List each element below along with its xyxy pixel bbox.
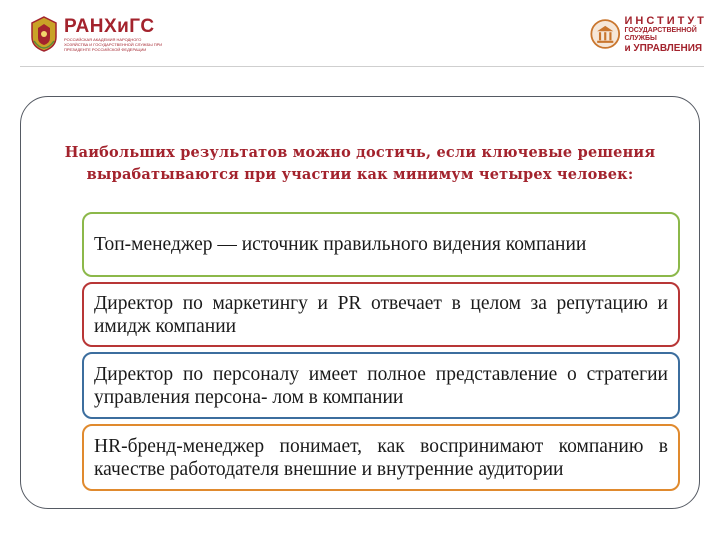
role-card-marketing-director: [82, 282, 680, 347]
header-divider: [20, 66, 704, 67]
role-card-text: Директор по маркетингу и PR отвечает в целом за репутацию и имидж компании: [94, 292, 668, 337]
slide-header: [0, 0, 720, 66]
emblem-icon: [590, 17, 620, 51]
role-card-text: Директор по персоналу имеет полное представление о стратегии управления персона- лом в компании: [94, 363, 668, 408]
ranepa-brand-text: РАНХиГС: [64, 15, 155, 37]
role-card-text: Топ-менеджер — источник правильного видения компании: [94, 234, 587, 255]
institute-subtitle-1: ГОСУДАРСТВЕННОЙ СЛУЖБЫ: [624, 26, 697, 42]
crest-icon: [28, 15, 60, 53]
slide-heading: Наибольших результатов можно достичь, если ключевые решения вырабатываются при участии как минимум четырех человек:: [64, 144, 656, 183]
role-card-text: HR-бренд-менеджер понимает, как воспринимают компанию в качестве работодателя внешние и внутренние аудитории: [94, 435, 668, 480]
role-card-hr-brand-manager: [82, 424, 680, 491]
ranepa-logo: [28, 14, 164, 54]
role-card-top-manager: [82, 212, 680, 277]
institute-title: ИНСТИТУТ: [624, 14, 707, 27]
ranepa-tagline: РОССИЙСКАЯ АКАДЕМИЯ НАРОДНОГО ХОЗЯЙСТВА И ГОСУДАРСТВЕННОЙ СЛУЖБЫ ПРИ ПРЕЗИДЕНТЕ РОССИЙСКОЙ ФЕДЕРАЦИИ: [64, 36, 163, 52]
role-card-hr-director: [82, 352, 680, 419]
institute-logo: [590, 14, 720, 54]
institute-subtitle-2: и УПРАВЛЕНИЯ: [624, 42, 703, 54]
